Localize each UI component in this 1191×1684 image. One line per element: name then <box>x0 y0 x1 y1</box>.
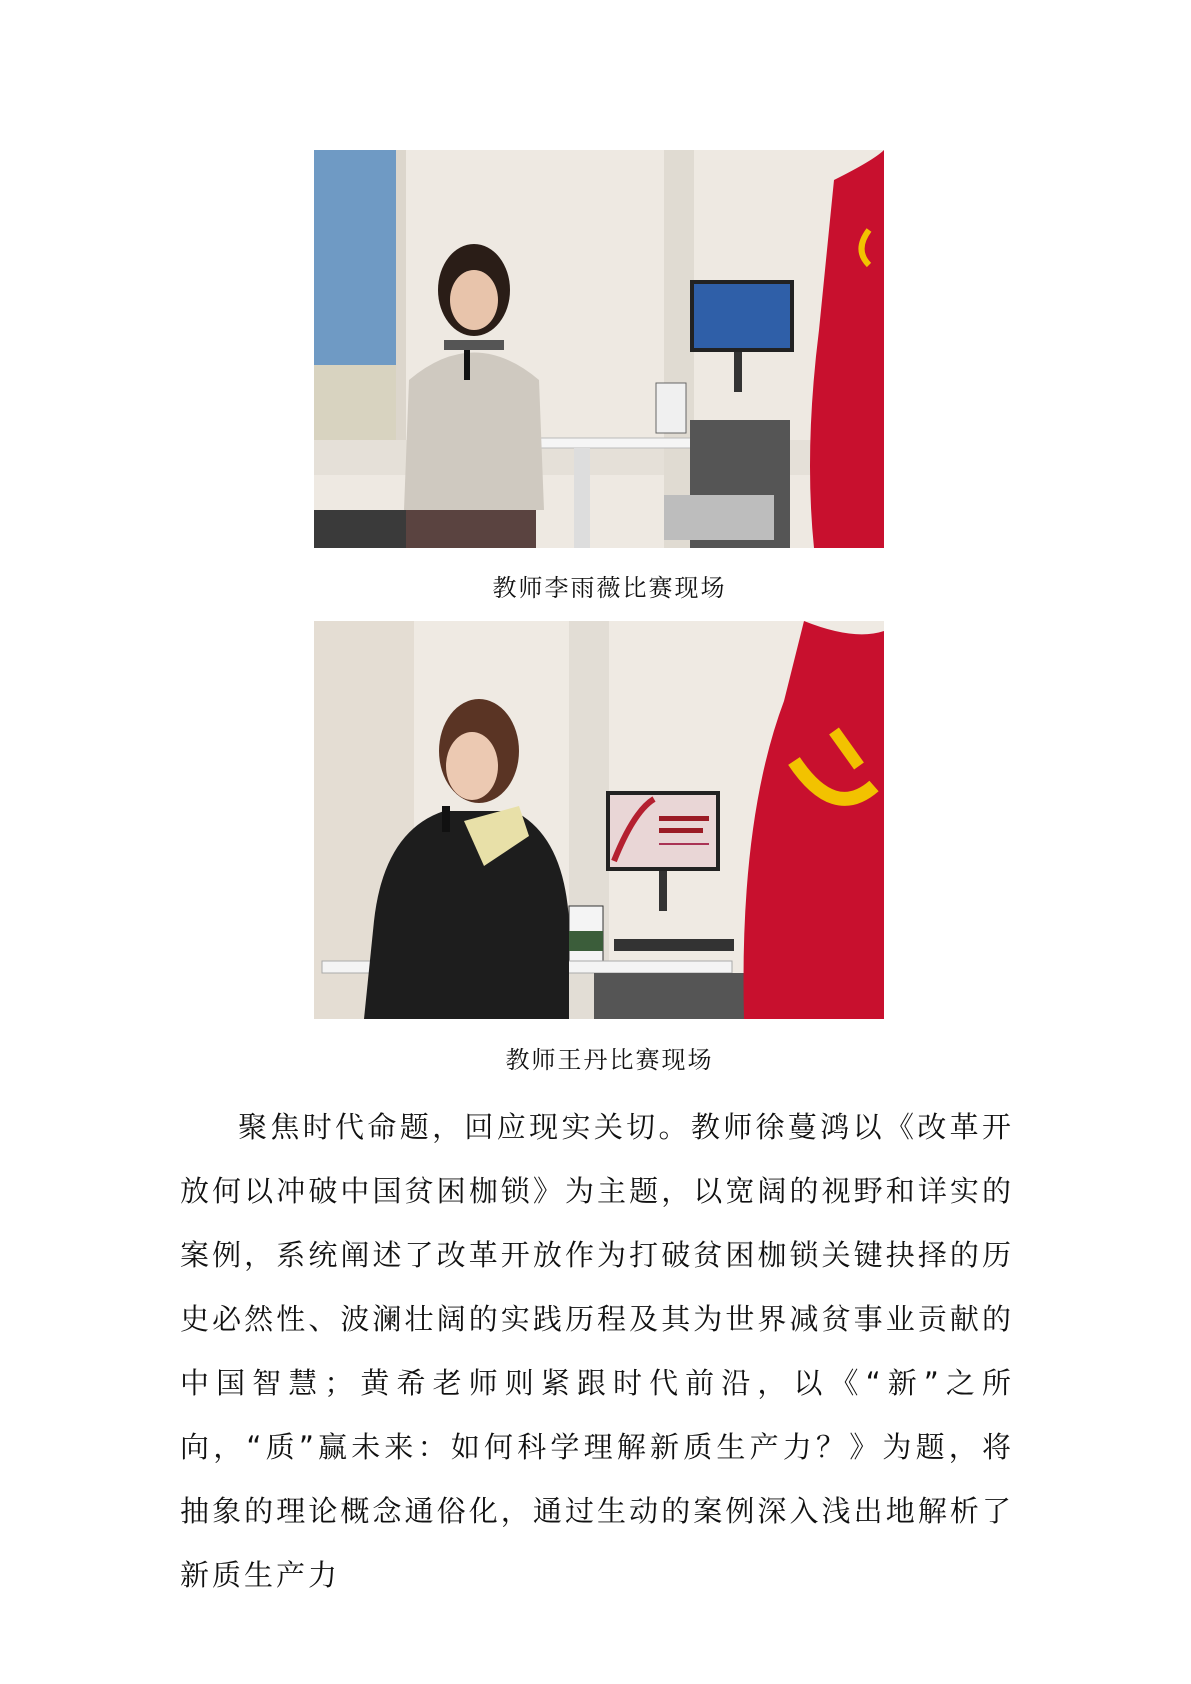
photo-1-caption: 教师李雨薇比赛现场 <box>492 574 727 602</box>
body-paragraph: 聚焦时代命题，回应现实关切。教师徐蔓鸿以《改革开放何以冲破中国贫困枷锁》为主题，以宽阔的视野和详实的案例，系统阐述了改革开放作为打破贫困枷锁关键抉择的历史必然性、波澜壮阔的实践历程及其为世界减贫事业贡献的中国智慧；黄希老师则紧跟时代前沿，以《“新”之所向，“质”赢未来：如何科学理解新质生产力？》为题，将抽象的理论概念通俗化，通过生动的案例深入浅出地解析了新质生产力 <box>180 1110 1014 1592</box>
photo-2-caption: 教师王丹比赛现场 <box>505 1046 714 1074</box>
photo-teacher-wang-dan <box>314 621 884 1019</box>
photo-2-illustration <box>314 621 884 1019</box>
photo-teacher-li-yuwei <box>314 150 884 548</box>
photo-1-illustration <box>314 150 884 548</box>
